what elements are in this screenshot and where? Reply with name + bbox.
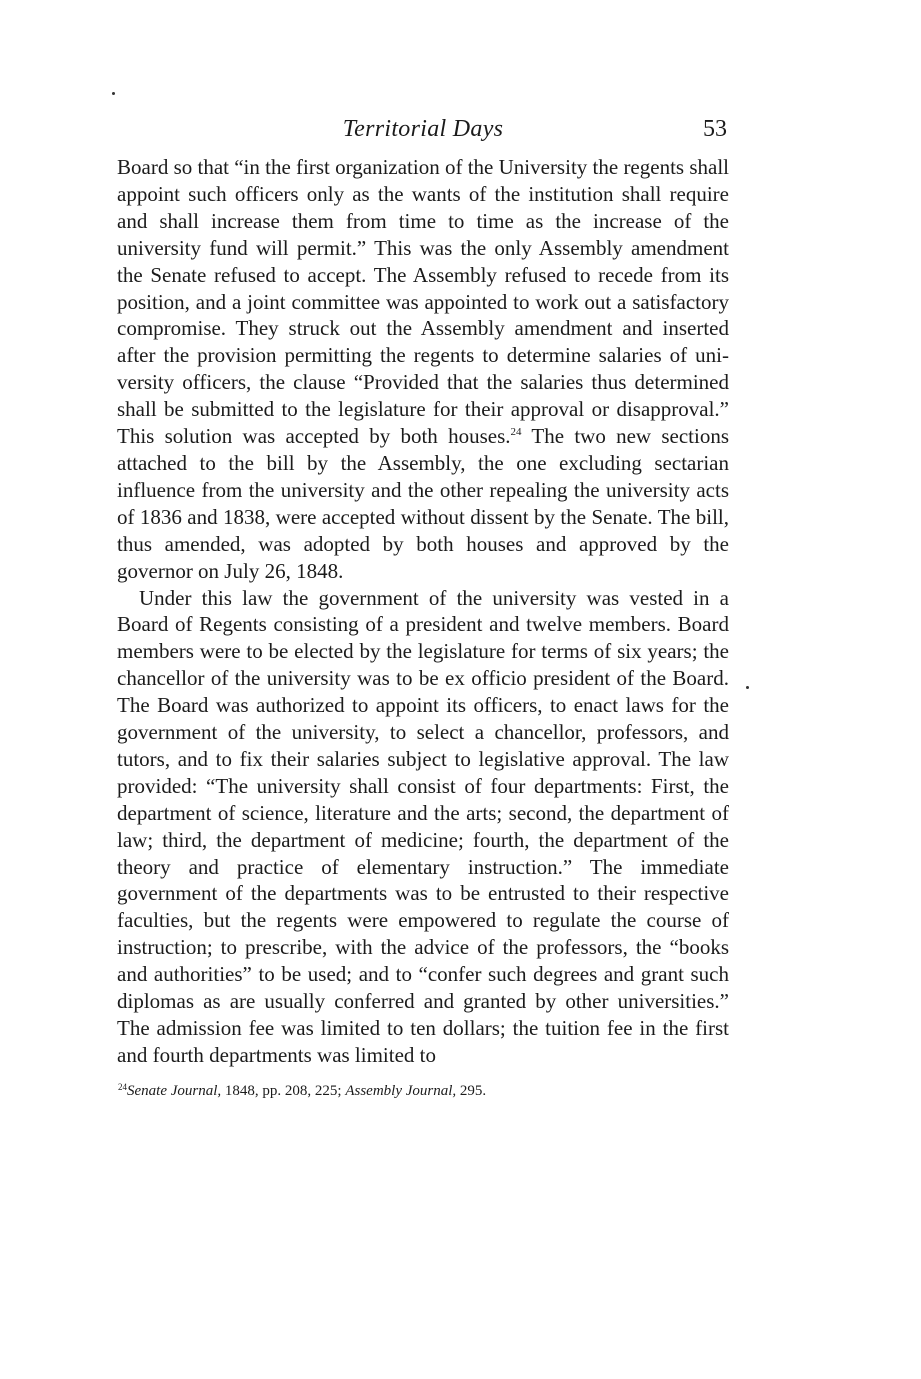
footnote-mark: 24 — [118, 1081, 127, 1092]
footnote-text-2: 295. — [456, 1082, 487, 1099]
page-number: 53 — [703, 116, 727, 142]
footnote-reference[interactable]: 24 — [510, 426, 522, 439]
paragraph-1-text: Board so that “in the first organization of the University the regents shall appoint such officers only as the wants of the institution shall require and shall increase them from time to time as the increase of the university fund will permit.” This was the only Assembly amendment the Senate refused to accept. The Assembly refused to recede from its position, and a joint committee was appointed to work out a satisfactory compromise. They struck out the Assembly amendment and inserted after the provision permitting the regents to determine salaries of university officers, the clause “Provided that the salaries thus determined shall be submitted to the legislature for their approval or disapproval.” This solution was accepted by both houses. — [117, 155, 729, 449]
book-page — [117, 112, 729, 1101]
ink-speck — [746, 686, 749, 689]
running-title: Territorial Days — [342, 116, 504, 142]
paragraph-2: Under this law the government of the university was vested in a Board of Regents consisting of a president and twelve members. Board members were to be elected by the legislature for terms of six years; the chancellor of the university was to be ex officio president of the Board. The Board was authorized to appoint its officers, to enact laws for the government of the university, to select a chancellor, professors, and tutors, and to fix their salaries subject to legislative approval. The law provided: “The university shall consist of four departments: First, the department of science, literature and the arts; second, the department of law; third, the department of medicine; fourth, the department of the theory and practice of elementary instruction.” The immediate government of the departments was to be entrusted to their respective faculties, but the regents were empowered to regulate the course of instruction; to prescribe, with the advice of the professors, the “books and authorities” to be used; and to “confer such degrees and grant such diplomas as are usually conferred and granted by other universities.” The admission fee was limited to ten dollars; the tuition fee in the first and fourth departments was limited to — [117, 585, 729, 1067]
body-text — [117, 154, 729, 1069]
page-header — [117, 112, 729, 152]
footnote — [117, 1081, 729, 1101]
footnote-text-1: 1848, pp. 208, 225; — [221, 1082, 346, 1099]
ink-speck — [112, 92, 115, 95]
footnote-journal-assembly: Assembly Journal, — [345, 1082, 457, 1099]
paragraph-1 — [117, 154, 729, 585]
paragraph-1-continuation: The two new sections attached to the bill by the Assembly, the one excluding sectarian influence from the university and the other repealing the university acts of 1836 and 1838, were accepted without dissent by the Senate. The bill, thus amended, was adopted by both houses and approved by the governor on July 26, 1848. — [117, 424, 729, 583]
footnote-journal-senate: Senate Journal, — [127, 1082, 222, 1099]
